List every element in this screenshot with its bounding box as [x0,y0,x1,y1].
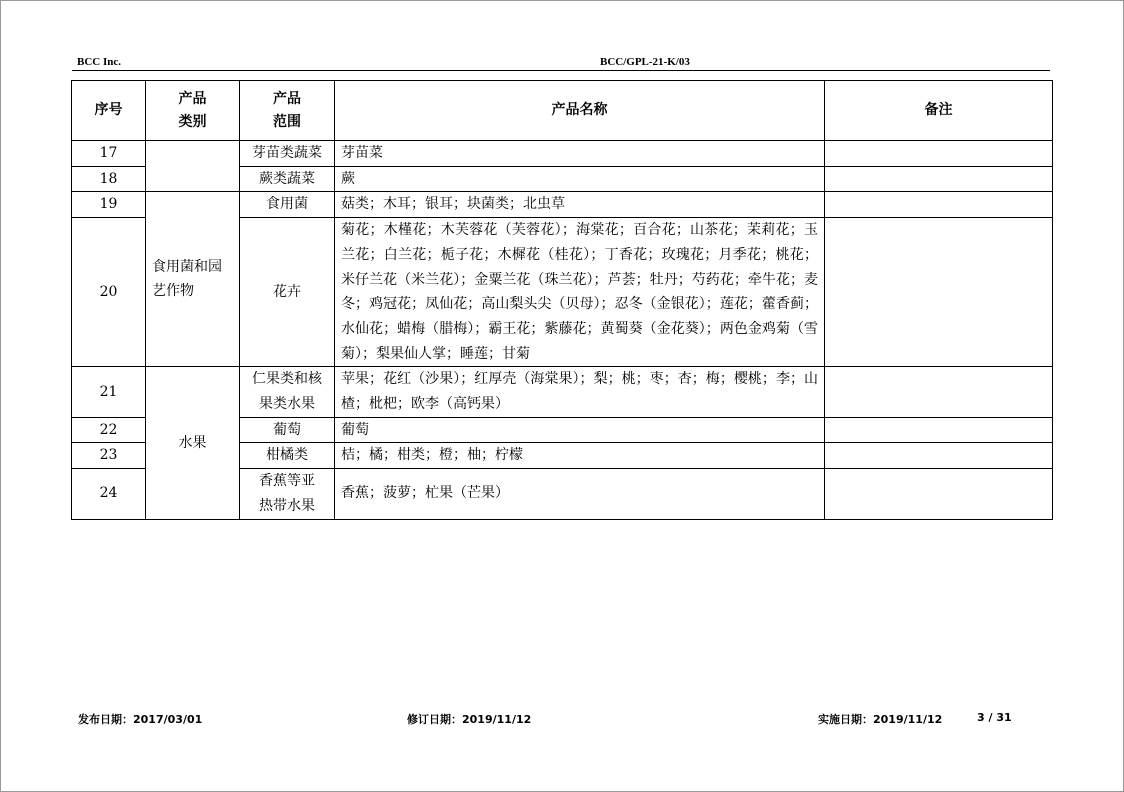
row-name: 蕨 [335,166,825,192]
col-header-no: 序号 [72,81,146,141]
category-edible-fungi: 食用菌和园 艺作物 [146,192,240,367]
table-header-row [72,81,1053,141]
row-no: 23 [72,443,146,469]
row-scope: 蕨类蔬菜 [240,166,335,192]
row-scope: 柑橘类 [240,443,335,469]
row-note [825,218,1053,367]
col-header-category: 产品 类别 [146,81,240,141]
row-note [825,367,1053,417]
row-note [825,141,1053,167]
row-name: 芽苗菜 [335,141,825,167]
row-note [825,192,1053,218]
row-no: 18 [72,166,146,192]
row-no: 22 [72,417,146,443]
row-note [825,417,1053,443]
row-no: 19 [72,192,146,218]
col-header-scope: 产品 范围 [240,81,335,141]
row-note [825,469,1053,519]
footer-page-number: 3 / 31 [977,711,1012,724]
row-name: 葡萄 [335,417,825,443]
row-name: 香蕉；菠萝；杧果（芒果） [335,469,825,519]
row-name: 菊花；木槿花；木芙蓉花（芙蓉花）；海棠花；百合花；山茶花；茉莉花；玉兰花；白兰花；栀子花；木樨花（桂花）；丁香花；玫瑰花；月季花；桃花；米仔兰花（米兰花）；金粟兰花（珠兰花）；芦荟；牡丹；芍药花；牵牛花；麦冬；鸡冠花；凤仙花；高山梨头尖（贝母）；忍冬（金银花）；莲花；藿香蓟；水仙花；蜡梅（腊梅）；霸王花；紫藤花；黄蜀葵（金花葵）；两色金鸡菊（雪菊）；梨果仙人掌；睡莲；甘菊 [335,218,825,367]
header-doc-code: BCC/GPL-21-K/03 [600,56,690,68]
row-no: 24 [72,469,146,519]
row-scope: 芽苗类蔬菜 [240,141,335,167]
col-header-name: 产品名称 [335,81,825,141]
footer-revise-date: 修订日期：2019/11/12 [407,713,532,726]
row-scope: 花卉 [240,218,335,367]
table-row [72,192,1053,218]
table-row [72,141,1053,167]
row-name: 菇类；木耳；银耳；块菌类；北虫草 [335,192,825,218]
header-rule [72,70,1050,71]
col-header-note: 备注 [825,81,1053,141]
row-note [825,166,1053,192]
row-scope: 仁果类和核 果类水果 [240,367,335,417]
table-row [72,367,1053,417]
row-scope: 葡萄 [240,417,335,443]
row-name: 苹果；花红（沙果）；红厚壳（海棠果）；梨；桃；枣；杏；梅；樱桃；李；山楂；枇杷；欧李（高钙果） [335,367,825,417]
row-no: 21 [72,367,146,417]
row-scope: 食用菌 [240,192,335,218]
footer-publish-date: 发布日期：2017/03/01 [78,713,203,726]
row-scope: 香蕉等亚 热带水果 [240,469,335,519]
row-no: 20 [72,218,146,367]
header-company: BCC Inc. [77,56,122,68]
footer-effective-date: 实施日期：2019/11/12 [818,713,943,726]
category-fruit: 水果 [146,367,240,519]
row-category-empty [146,141,240,192]
product-table [71,80,1053,520]
row-name: 桔；橘；柑类；橙；柚；柠檬 [335,443,825,469]
row-no: 17 [72,141,146,167]
row-note [825,443,1053,469]
